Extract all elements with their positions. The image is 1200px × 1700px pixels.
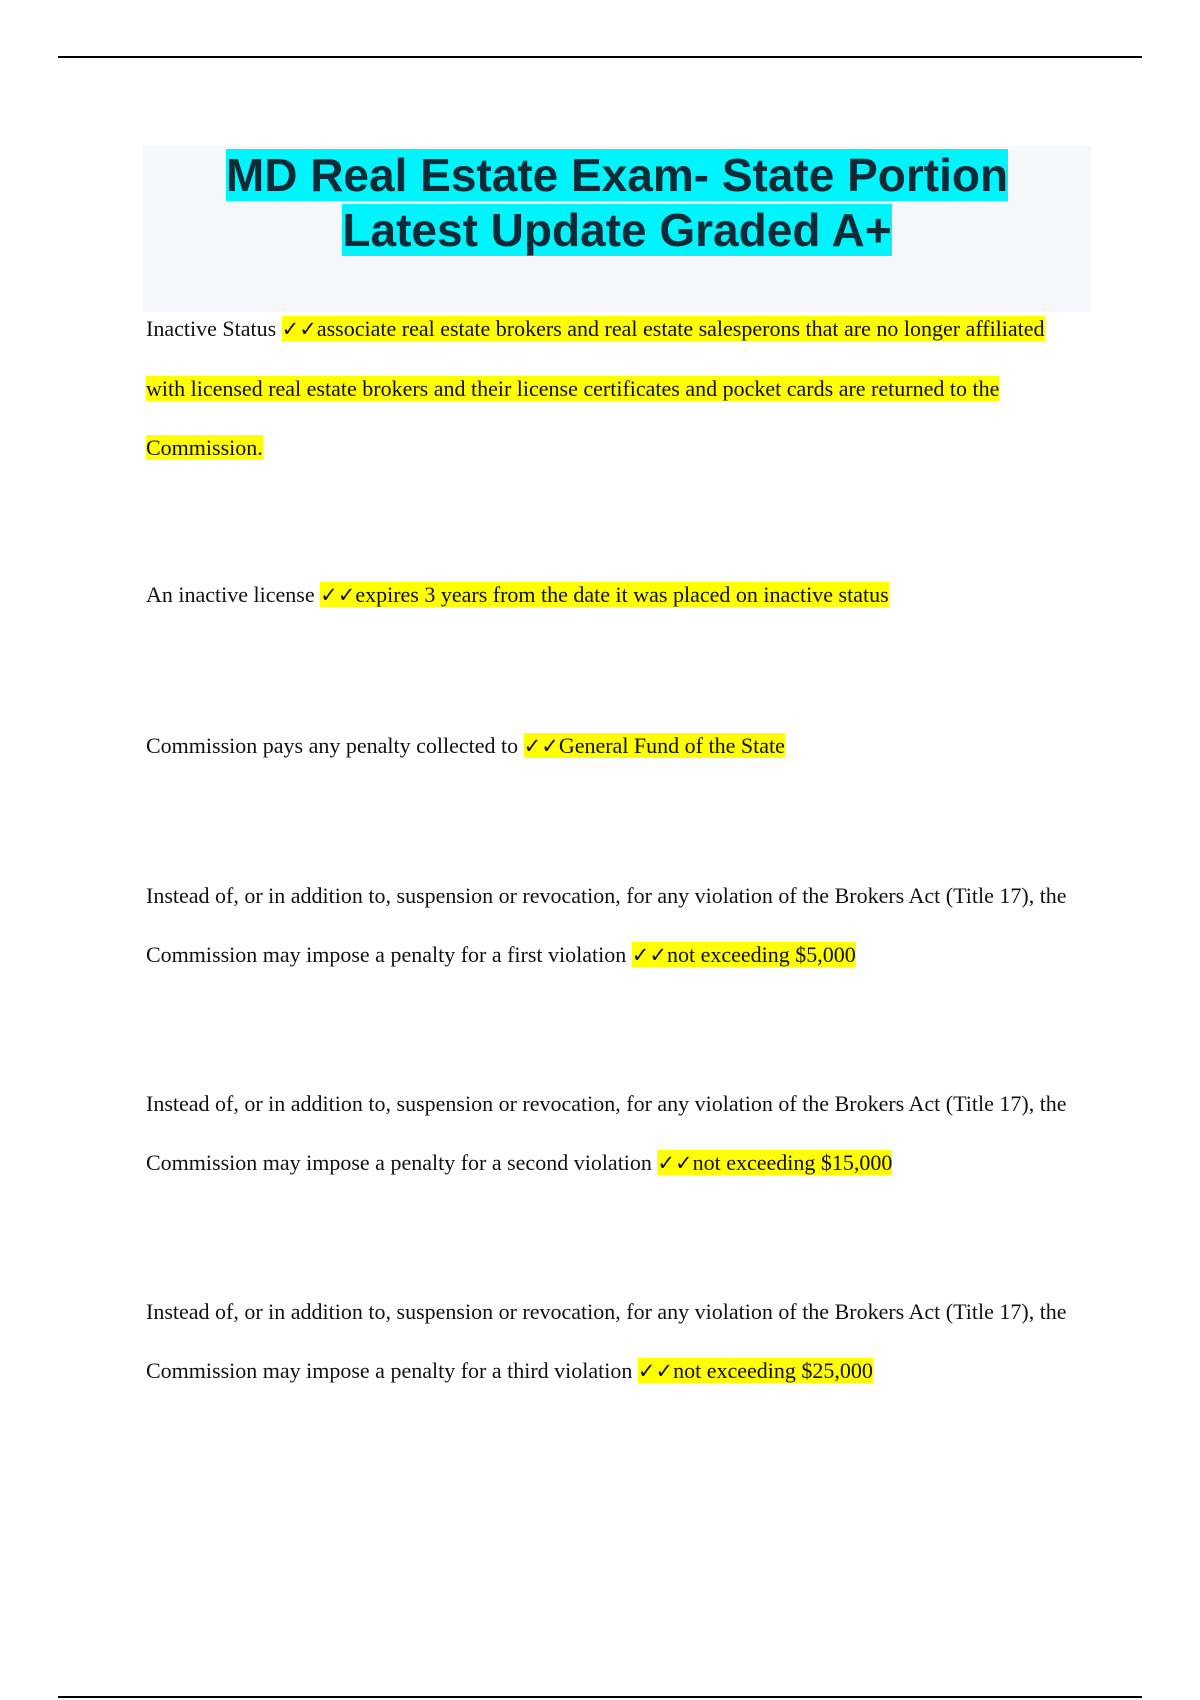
qa-item-penalty-collected: [146, 716, 1086, 776]
qa-item-third-violation: [146, 1282, 1086, 1401]
answer-text: expires 3 years from the date it was placed on inactive status: [355, 582, 889, 607]
title-banner: [143, 146, 1091, 312]
answer-highlight: [657, 1150, 892, 1175]
answer-highlight: [638, 1358, 873, 1383]
answer-highlight: [146, 316, 1045, 460]
answer-text: not exceeding $25,000: [673, 1358, 873, 1383]
answer-text: associate real estate brokers and real estate salesperons that are no longer affiliated with licensed real estate brokers and their license certificates and pocket cards are returned to the Commission.: [146, 316, 1045, 460]
qa-item-second-violation: [146, 1074, 1086, 1193]
answer-text: General Fund of the State: [558, 733, 785, 758]
qa-item-inactive-license: [146, 565, 1086, 625]
top-rule: [58, 56, 1142, 58]
double-check-icon: ✓✓: [281, 317, 317, 341]
bottom-rule: [58, 1696, 1142, 1698]
double-check-icon: ✓✓: [631, 943, 667, 967]
double-check-icon: ✓✓: [523, 734, 559, 758]
double-check-icon: ✓✓: [637, 1359, 674, 1383]
double-check-icon: ✓✓: [657, 1151, 693, 1175]
question-text: Instead of, or in addition to, suspension or revocation, for any violation of the Brokers Act (Title 17), the Commission may impose a penalty for a third violation: [146, 1299, 1067, 1383]
title-line-1: MD Real Estate Exam- State Portion: [225, 149, 1009, 201]
answer-text: not exceeding $15,000: [692, 1150, 893, 1175]
question-text: Instead of, or in addition to, suspension or revocation, for any violation of the Brokers Act (Title 17), the Commission may impose a penalty for a first violation: [146, 883, 1067, 967]
title-line-2: Latest Update Graded A+: [342, 204, 892, 256]
answer-highlight: [524, 733, 785, 758]
answer-text: not exceeding $5,000: [666, 942, 856, 967]
question-text: Instead of, or in addition to, suspension or revocation, for any violation of the Brokers Act (Title 17), the Commission may impose a penalty for a second violation: [146, 1091, 1067, 1175]
answer-highlight: [632, 942, 856, 967]
question-text: Inactive Status: [146, 316, 277, 341]
question-text: Commission pays any penalty collected to: [146, 733, 519, 758]
answer-highlight: [320, 582, 889, 607]
qa-item-first-violation: [146, 866, 1086, 985]
document-title: [143, 146, 1091, 258]
question-text: An inactive license: [146, 582, 315, 607]
double-check-icon: ✓✓: [320, 583, 356, 607]
qa-item-inactive-status: [146, 299, 1086, 477]
